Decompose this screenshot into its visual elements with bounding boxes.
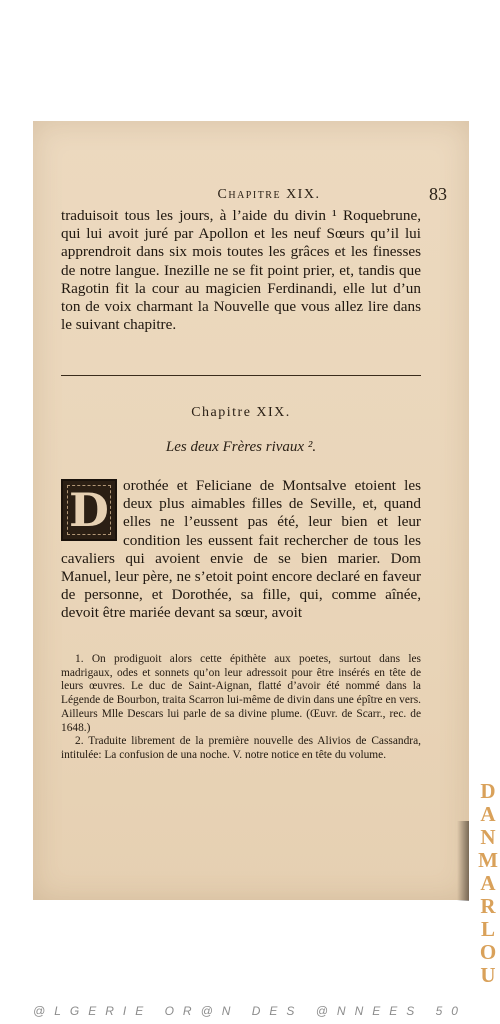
footnote-2: 2. Traduite librement de la première nouvelle des Alivios de Cassandra, intitulée: La confusion de una noche. V. notre notice en tête du volume.: [61, 735, 421, 761]
chapter-subtitle: Les deux Frères rivaux ².: [165, 439, 317, 455]
opening-paragraph-text: orothée et Feliciane de Montsalve etoient les deux plus aimables filles de Seville, et, quand elles ne l’eussent pas été, leur bien et leur condition les eussent fait rechercher de tous les cavaliers qui avoient envie de se bien marier. Dom Manuel, leur père, ne s’etoit point encore declaré en faveur de personne, et Dorothée, sa fille, qui, comme aînée, devoit être mariée devant sa sœur, avoit: [61, 477, 421, 622]
footnotes: [61, 653, 421, 763]
running-title: Chapitre XIX.: [217, 187, 321, 202]
dropcap-letter: D: [69, 482, 109, 537]
page-number: 83: [429, 184, 447, 204]
vertical-watermark: DANMARLOU: [478, 779, 498, 987]
bottom-watermark: @LGERIE OR@N DES @NNEES 50: [33, 1004, 467, 1018]
page-edge-shadow: [457, 821, 469, 901]
section-divider: [61, 375, 421, 376]
footnote-1: 1. On prodiguoit alors cette épithète aux poetes, surtout dans les madrigaux, odes et sonnets qu’on leur adressoit pour être insérés en tête de leurs œuvres. Le duc de Saint-Aignan, flatté d’avoir été nommé dans la Légende de Bourbon, traita Scarron lui-même de divin dans une épître en vers. Ailleurs Mlle Descars lui parle de sa divine plume. (Œuvr. de Scarr., rec. de 1648.): [61, 653, 421, 734]
ornamental-dropcap: [61, 479, 117, 541]
book-page: [33, 121, 469, 900]
chapter-opening-paragraph: [61, 477, 421, 623]
chapter-title: Chapitre XIX.: [191, 405, 291, 420]
running-header: [61, 184, 447, 204]
paragraph-continued: traduisoit tous les jours, à l’aide du divin ¹ Roquebrune, qui lui avoit juré par Apollon et les neuf Sœurs qu’il lui apprendroit dans six mois toutes les grâces et les finesses de notre langue. Inezille ne se fit point prier, et, tandis que Ragotin fit la cour au magicien Ferdinandi, elle lut d’un ton de voix charmant la Nouvelle que vous allez lire dans le suivant chapitre.: [61, 207, 421, 334]
